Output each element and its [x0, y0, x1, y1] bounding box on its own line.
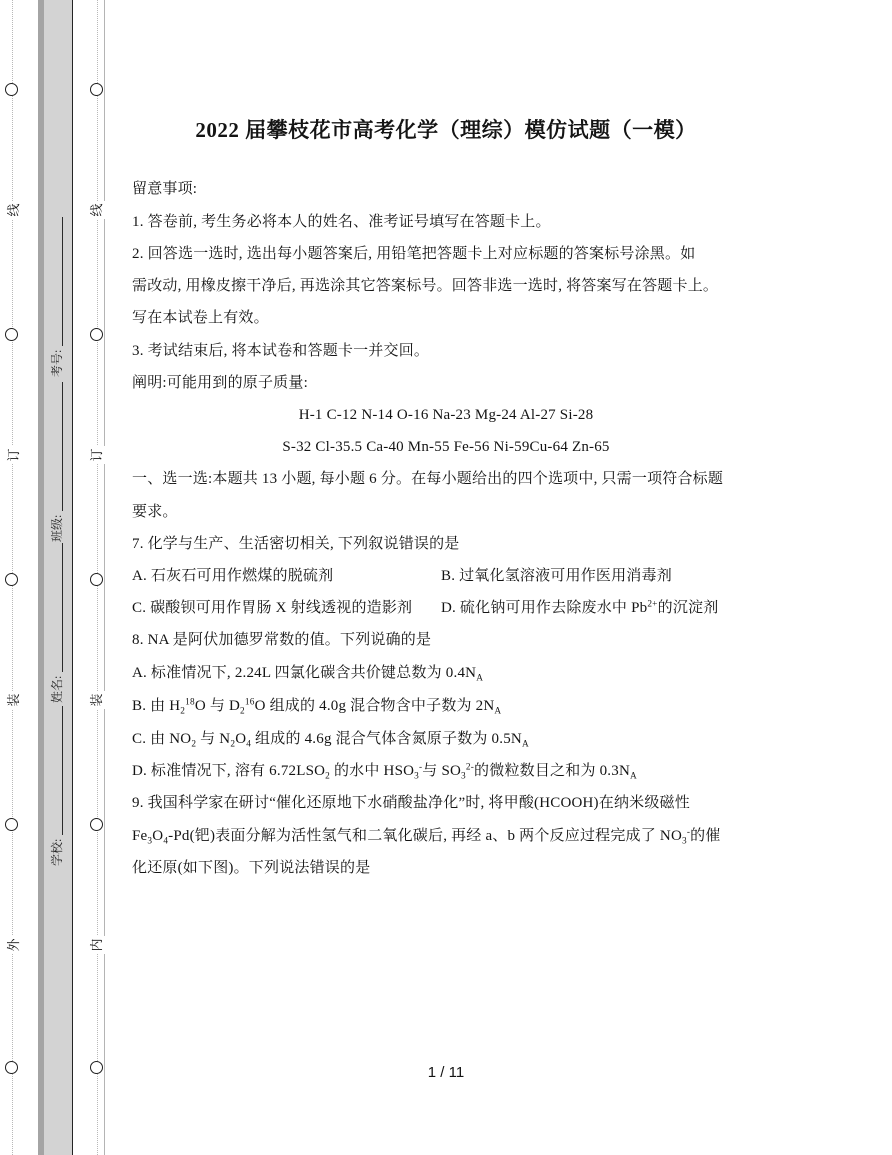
text-run: O 组成的 4.0g 混合物含中子数为 2N [254, 698, 495, 714]
question-9-stem-line [132, 793, 690, 813]
formula-superscript: - [419, 762, 423, 773]
binding-margin [0, 0, 110, 1155]
formula-subscript: 4 [246, 739, 252, 750]
formula-subscript: 4 [163, 836, 169, 847]
text-run: 的微粒数目之和为 0.3N [474, 763, 630, 779]
question-7-options-row [132, 598, 719, 618]
question-8-stem [132, 630, 431, 650]
field-label: 学校: [50, 838, 64, 866]
field-label: 班级: [50, 514, 64, 542]
formula-subscript: 3 [147, 836, 153, 847]
text-run: 组成的 4.6g 混合气体含氮原子数为 0.5N [251, 731, 522, 747]
option-c [132, 729, 529, 749]
text-run: 的水中 HSO [330, 763, 415, 779]
option-d [441, 598, 718, 618]
formula-subscript: 3 [461, 771, 466, 782]
inner-mark-zhuang: 装 [88, 691, 106, 709]
formula-subscript: 2 [180, 706, 186, 717]
formula-superscript: 18 [185, 697, 195, 708]
outer-mark-zhuang: 装 [5, 691, 23, 709]
text-run: D. 硫化钠可用作去除废水中 Pb [441, 600, 648, 616]
formula-subscript: 3 [414, 771, 419, 782]
binding-circle [5, 328, 18, 341]
page-number: 1 / 11 [427, 1064, 465, 1081]
binding-circle [5, 818, 18, 831]
text-run: -Pd(钯)表面分解为活性氢气和二氧化碳后, 再经 a、b 两个反应过程完成了 NO [168, 828, 682, 844]
exam-number-field [49, 217, 65, 377]
formula-subscript: 2 [240, 706, 245, 717]
formula-superscript: 2- [465, 762, 475, 773]
binding-circle [90, 83, 103, 96]
text-run: 7. 化学与生产、生活密切相关, 下列叙说错误的是 [132, 536, 460, 552]
text-run: Fe [132, 828, 148, 844]
notes-heading: 留意事项: [132, 181, 198, 197]
section-heading: 要求。 [132, 504, 178, 520]
formula-subscript: 2 [325, 771, 331, 782]
text-run: D. 标准情况下, 溶有 6.72LSO [132, 763, 326, 779]
question-9-stem-line [132, 826, 721, 846]
field-label: 姓名: [50, 675, 64, 703]
formula-subscript: A [629, 771, 637, 782]
formula-subscript: 2 [230, 739, 236, 750]
text-run: 与 N [196, 731, 231, 747]
formula-subscript: A [494, 706, 502, 717]
binding-circle [90, 573, 103, 586]
formula-subscript: 3 [681, 836, 687, 847]
field-label: 考号: [50, 349, 64, 377]
field-underline [62, 706, 63, 835]
option-d [132, 761, 637, 781]
outer-mark-ding: 订 [5, 446, 23, 464]
inner-binding-rule [104, 0, 105, 1155]
binding-circle [90, 328, 103, 341]
binding-circle [5, 573, 18, 586]
question-9-stem-line [132, 858, 370, 878]
binding-circle [90, 818, 103, 831]
formula-superscript: - [686, 827, 691, 838]
text-run: 的催 [690, 828, 721, 844]
question-7-stem [132, 534, 460, 554]
field-underline [62, 217, 63, 346]
school-field [49, 706, 65, 866]
option-c: C. 碳酸钡可用作胃肠 X 射线透视的造影剂 [132, 600, 413, 616]
note-line: 1. 答卷前, 考生务必将本人的姓名、准考证号填写在答题卡上。 [132, 214, 551, 230]
text-run: 化还原(如下图)。下列说法错误的是 [132, 860, 371, 876]
formula-subscript: A [476, 673, 484, 684]
text-run: A. 标准情况下, 2.24L 四氯化碳含共价键总数为 0.4N [132, 665, 477, 681]
text-run: 8. NA 是阿伏加德罗常数的值。下列说确的是 [132, 632, 432, 648]
note-line: 3. 考试结束后, 将本试卷和答题卡一并交回。 [132, 343, 430, 359]
option-b: B. 过氧化氢溶液可用作医用消毒剂 [441, 568, 672, 584]
inner-mark-nei: 内 [88, 936, 106, 954]
question-7-options-row [132, 566, 672, 586]
field-underline [62, 543, 63, 672]
formula-superscript: 2+ [647, 599, 658, 610]
formula-subscript: A [521, 739, 529, 750]
option-b [132, 696, 501, 716]
inner-mark-ding: 订 [88, 446, 106, 464]
binding-circle [5, 83, 18, 96]
atomic-mass-line: S-32 Cl-35.5 Ca-40 Mn-55 Fe-56 Ni-59Cu-64 Zn-65 [282, 439, 610, 455]
note-line: 2. 回答选一选时, 选出每小题答案后, 用铅笔把答题卡上对应标题的答案标号涂黑。如 [132, 246, 696, 262]
exam-title: 2022 届攀枝花市高考化学（理综）模仿试题（一模） [195, 118, 697, 142]
text-run: O [235, 731, 247, 747]
inner-mark-xian: 线 [88, 201, 106, 219]
formula-superscript: 16 [244, 697, 255, 708]
section-heading: 一、选一选:本题共 13 小题, 每小题 6 分。在每小题给出的四个选项中, 只需一项符合标题 [132, 471, 724, 487]
option-a [132, 663, 483, 683]
name-field [49, 543, 65, 703]
atomic-mass-line: H-1 C-12 N-14 O-16 Na-23 Mg-24 Al-27 Si-28 [298, 407, 594, 423]
note-line: 写在本试卷上有效。 [132, 310, 269, 326]
text-run: 与 SO [422, 763, 462, 779]
text-run: 9. 我国科学家在研讨“催化还原地下水硝酸盐净化”时, 将甲酸(HCOOH)在纳米级磁性 [132, 795, 690, 811]
outer-mark-wai: 外 [5, 936, 23, 954]
option-a: A. 石灰石可用作燃煤的脱硫剂 [132, 568, 334, 584]
atomic-mass-intro: 阐明:可能用到的原子质量: [132, 375, 308, 391]
text-run: C. 由 NO [132, 731, 192, 747]
outer-mark-xian: 线 [5, 201, 23, 219]
text-run: O [152, 828, 164, 844]
formula-subscript: 2 [191, 739, 197, 750]
note-line: 需改动, 用橡皮擦干净后, 再选涂其它答案标号。回答非选一选时, 将答案写在答题卡上。 [132, 278, 719, 294]
text-run: B. 由 H [132, 698, 181, 714]
text-run: O 与 D [194, 698, 241, 714]
text-run: 的沉淀剂 [657, 600, 719, 616]
